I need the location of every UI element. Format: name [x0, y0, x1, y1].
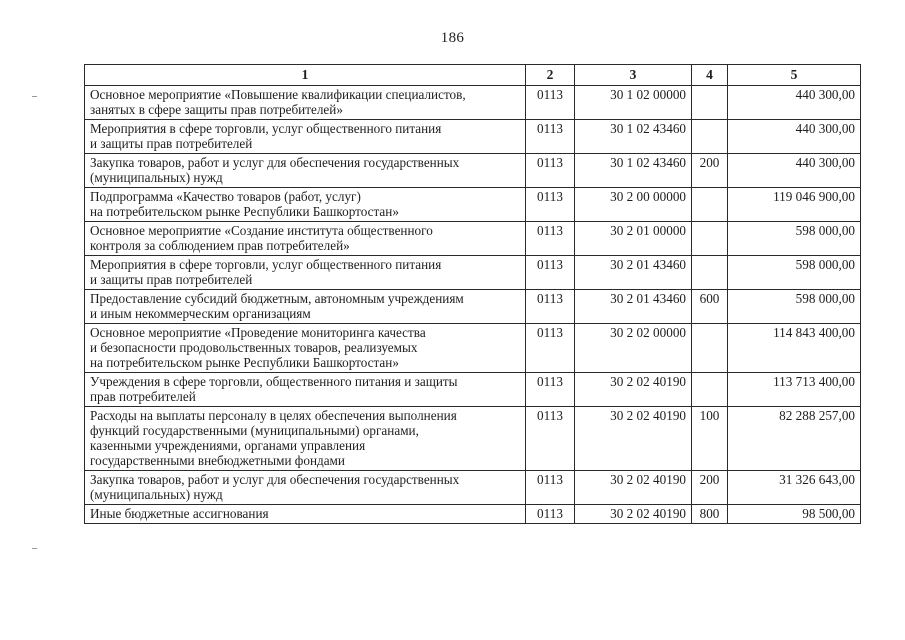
cell-target: 30 2 01 43460: [575, 290, 692, 324]
cell-name-line: Мероприятия в сфере торговли, услуг общественного питания: [90, 121, 442, 136]
cell-name-line: (муниципальных) нужд: [90, 487, 223, 502]
column-header-name: 1: [85, 65, 526, 86]
cell-section: 0113: [526, 86, 575, 120]
cell-name: [85, 86, 526, 120]
cell-target: 30 2 02 40190: [575, 471, 692, 505]
cell-amount: 82 288 257,00: [728, 407, 861, 471]
cell-target: 30 2 00 00000: [575, 188, 692, 222]
cell-target: 30 2 01 00000: [575, 222, 692, 256]
cell-amount: 440 300,00: [728, 86, 861, 120]
page-number: 186: [440, 30, 465, 46]
cell-section: 0113: [526, 256, 575, 290]
cell-name-line: прав потребителей: [90, 389, 196, 404]
table-row: [85, 324, 861, 373]
cell-section: 0113: [526, 471, 575, 505]
cell-section: 0113: [526, 324, 575, 373]
cell-name: [85, 407, 526, 471]
cell-name: [85, 290, 526, 324]
cell-amount: 119 046 900,00: [728, 188, 861, 222]
cell-name-line: Мероприятия в сфере торговли, услуг общественного питания: [90, 257, 442, 272]
cell-type: 800: [692, 505, 728, 524]
cell-name: [85, 154, 526, 188]
cell-name: [85, 324, 526, 373]
cell-type: [692, 86, 728, 120]
cell-name-line: казенными учреждениями, органами управления: [90, 438, 366, 453]
cell-type: [692, 324, 728, 373]
table-row: [85, 188, 861, 222]
cell-name-line: Основное мероприятие «Повышение квалификации специалистов,: [90, 87, 466, 102]
cell-type: [692, 222, 728, 256]
cell-name: [85, 373, 526, 407]
cell-amount: 114 843 400,00: [728, 324, 861, 373]
cell-type: 100: [692, 407, 728, 471]
cell-section: 0113: [526, 373, 575, 407]
cell-target: 30 1 02 00000: [575, 86, 692, 120]
cell-name-line: на потребительском рынке Республики Башкортостан»: [90, 204, 399, 219]
cell-name: [85, 222, 526, 256]
table-body: [85, 86, 861, 524]
cell-section: 0113: [526, 120, 575, 154]
table-row: [85, 505, 861, 524]
table-row: [85, 154, 861, 188]
cell-name-line: Предоставление субсидий бюджетным, автономным учреждениям: [90, 291, 464, 306]
cell-name: [85, 188, 526, 222]
cell-name-line: (муниципальных) нужд: [90, 170, 223, 185]
cell-section: 0113: [526, 154, 575, 188]
column-header-target: 3: [575, 65, 692, 86]
cell-target: 30 2 02 00000: [575, 324, 692, 373]
cell-name: [85, 505, 526, 524]
cell-target: 30 2 01 43460: [575, 256, 692, 290]
cell-section: 0113: [526, 188, 575, 222]
cell-name-line: Закупка товаров, работ и услуг для обеспечения государственных: [90, 472, 460, 487]
cell-target: 30 2 02 40190: [575, 407, 692, 471]
cell-amount: 440 300,00: [728, 120, 861, 154]
cell-name-line: и иным некоммерческим организациям: [90, 306, 311, 321]
column-header-amount: 5: [728, 65, 861, 86]
cell-target: 30 2 02 40190: [575, 505, 692, 524]
cell-name: [85, 120, 526, 154]
margin-mark: [32, 96, 37, 97]
cell-amount: 598 000,00: [728, 222, 861, 256]
cell-type: 200: [692, 154, 728, 188]
column-header-type: 4: [692, 65, 728, 86]
cell-name-line: государственными внебюджетными фондами: [90, 453, 345, 468]
column-header-section: 2: [526, 65, 575, 86]
table-row: [85, 222, 861, 256]
header-row: [85, 65, 861, 86]
cell-amount: 598 000,00: [728, 290, 861, 324]
cell-name-line: контроля за соблюдением прав потребителей»: [90, 238, 350, 253]
cell-amount: 98 500,00: [728, 505, 861, 524]
cell-target: 30 1 02 43460: [575, 120, 692, 154]
table-row: [85, 407, 861, 471]
cell-name-line: Учреждения в сфере торговли, общественного питания и защиты: [90, 374, 458, 389]
cell-name-line: Подпрограмма «Качество товаров (работ, услуг): [90, 189, 361, 204]
cell-target: 30 1 02 43460: [575, 154, 692, 188]
cell-target: 30 2 02 40190: [575, 373, 692, 407]
cell-type: [692, 373, 728, 407]
table-row: [85, 86, 861, 120]
cell-name-line: Закупка товаров, работ и услуг для обеспечения государственных: [90, 155, 460, 170]
cell-amount: 598 000,00: [728, 256, 861, 290]
cell-amount: 440 300,00: [728, 154, 861, 188]
cell-section: 0113: [526, 407, 575, 471]
table-row: [85, 120, 861, 154]
table-row: [85, 290, 861, 324]
table-row: [85, 256, 861, 290]
cell-name: [85, 256, 526, 290]
cell-name-line: Основное мероприятие «Проведение мониторинга качества: [90, 325, 426, 340]
cell-type: [692, 188, 728, 222]
cell-type: [692, 256, 728, 290]
cell-name: [85, 471, 526, 505]
cell-name-line: и защиты прав потребителей: [90, 272, 253, 287]
cell-name-line: функций государственными (муниципальными) органами,: [90, 423, 419, 438]
margin-mark: [32, 548, 37, 549]
cell-type: [692, 120, 728, 154]
cell-name-line: Расходы на выплаты персоналу в целях обеспечения выполнения: [90, 408, 457, 423]
cell-amount: 113 713 400,00: [728, 373, 861, 407]
cell-name-line: занятых в сфере защиты прав потребителей»: [90, 102, 343, 117]
cell-name-line: на потребительском рынке Республики Башкортостан»: [90, 355, 399, 370]
cell-amount: 31 326 643,00: [728, 471, 861, 505]
table-row: [85, 373, 861, 407]
cell-name-line: Иные бюджетные ассигнования: [90, 506, 269, 521]
cell-type: 200: [692, 471, 728, 505]
cell-section: 0113: [526, 505, 575, 524]
cell-name-line: и безопасности продовольственных товаров, реализуемых: [90, 340, 418, 355]
cell-section: 0113: [526, 290, 575, 324]
cell-section: 0113: [526, 222, 575, 256]
table-row: [85, 471, 861, 505]
cell-name-line: Основное мероприятие «Создание института общественного: [90, 223, 433, 238]
budget-table: [84, 64, 861, 524]
cell-name-line: и защиты прав потребителей: [90, 136, 253, 151]
cell-type: 600: [692, 290, 728, 324]
